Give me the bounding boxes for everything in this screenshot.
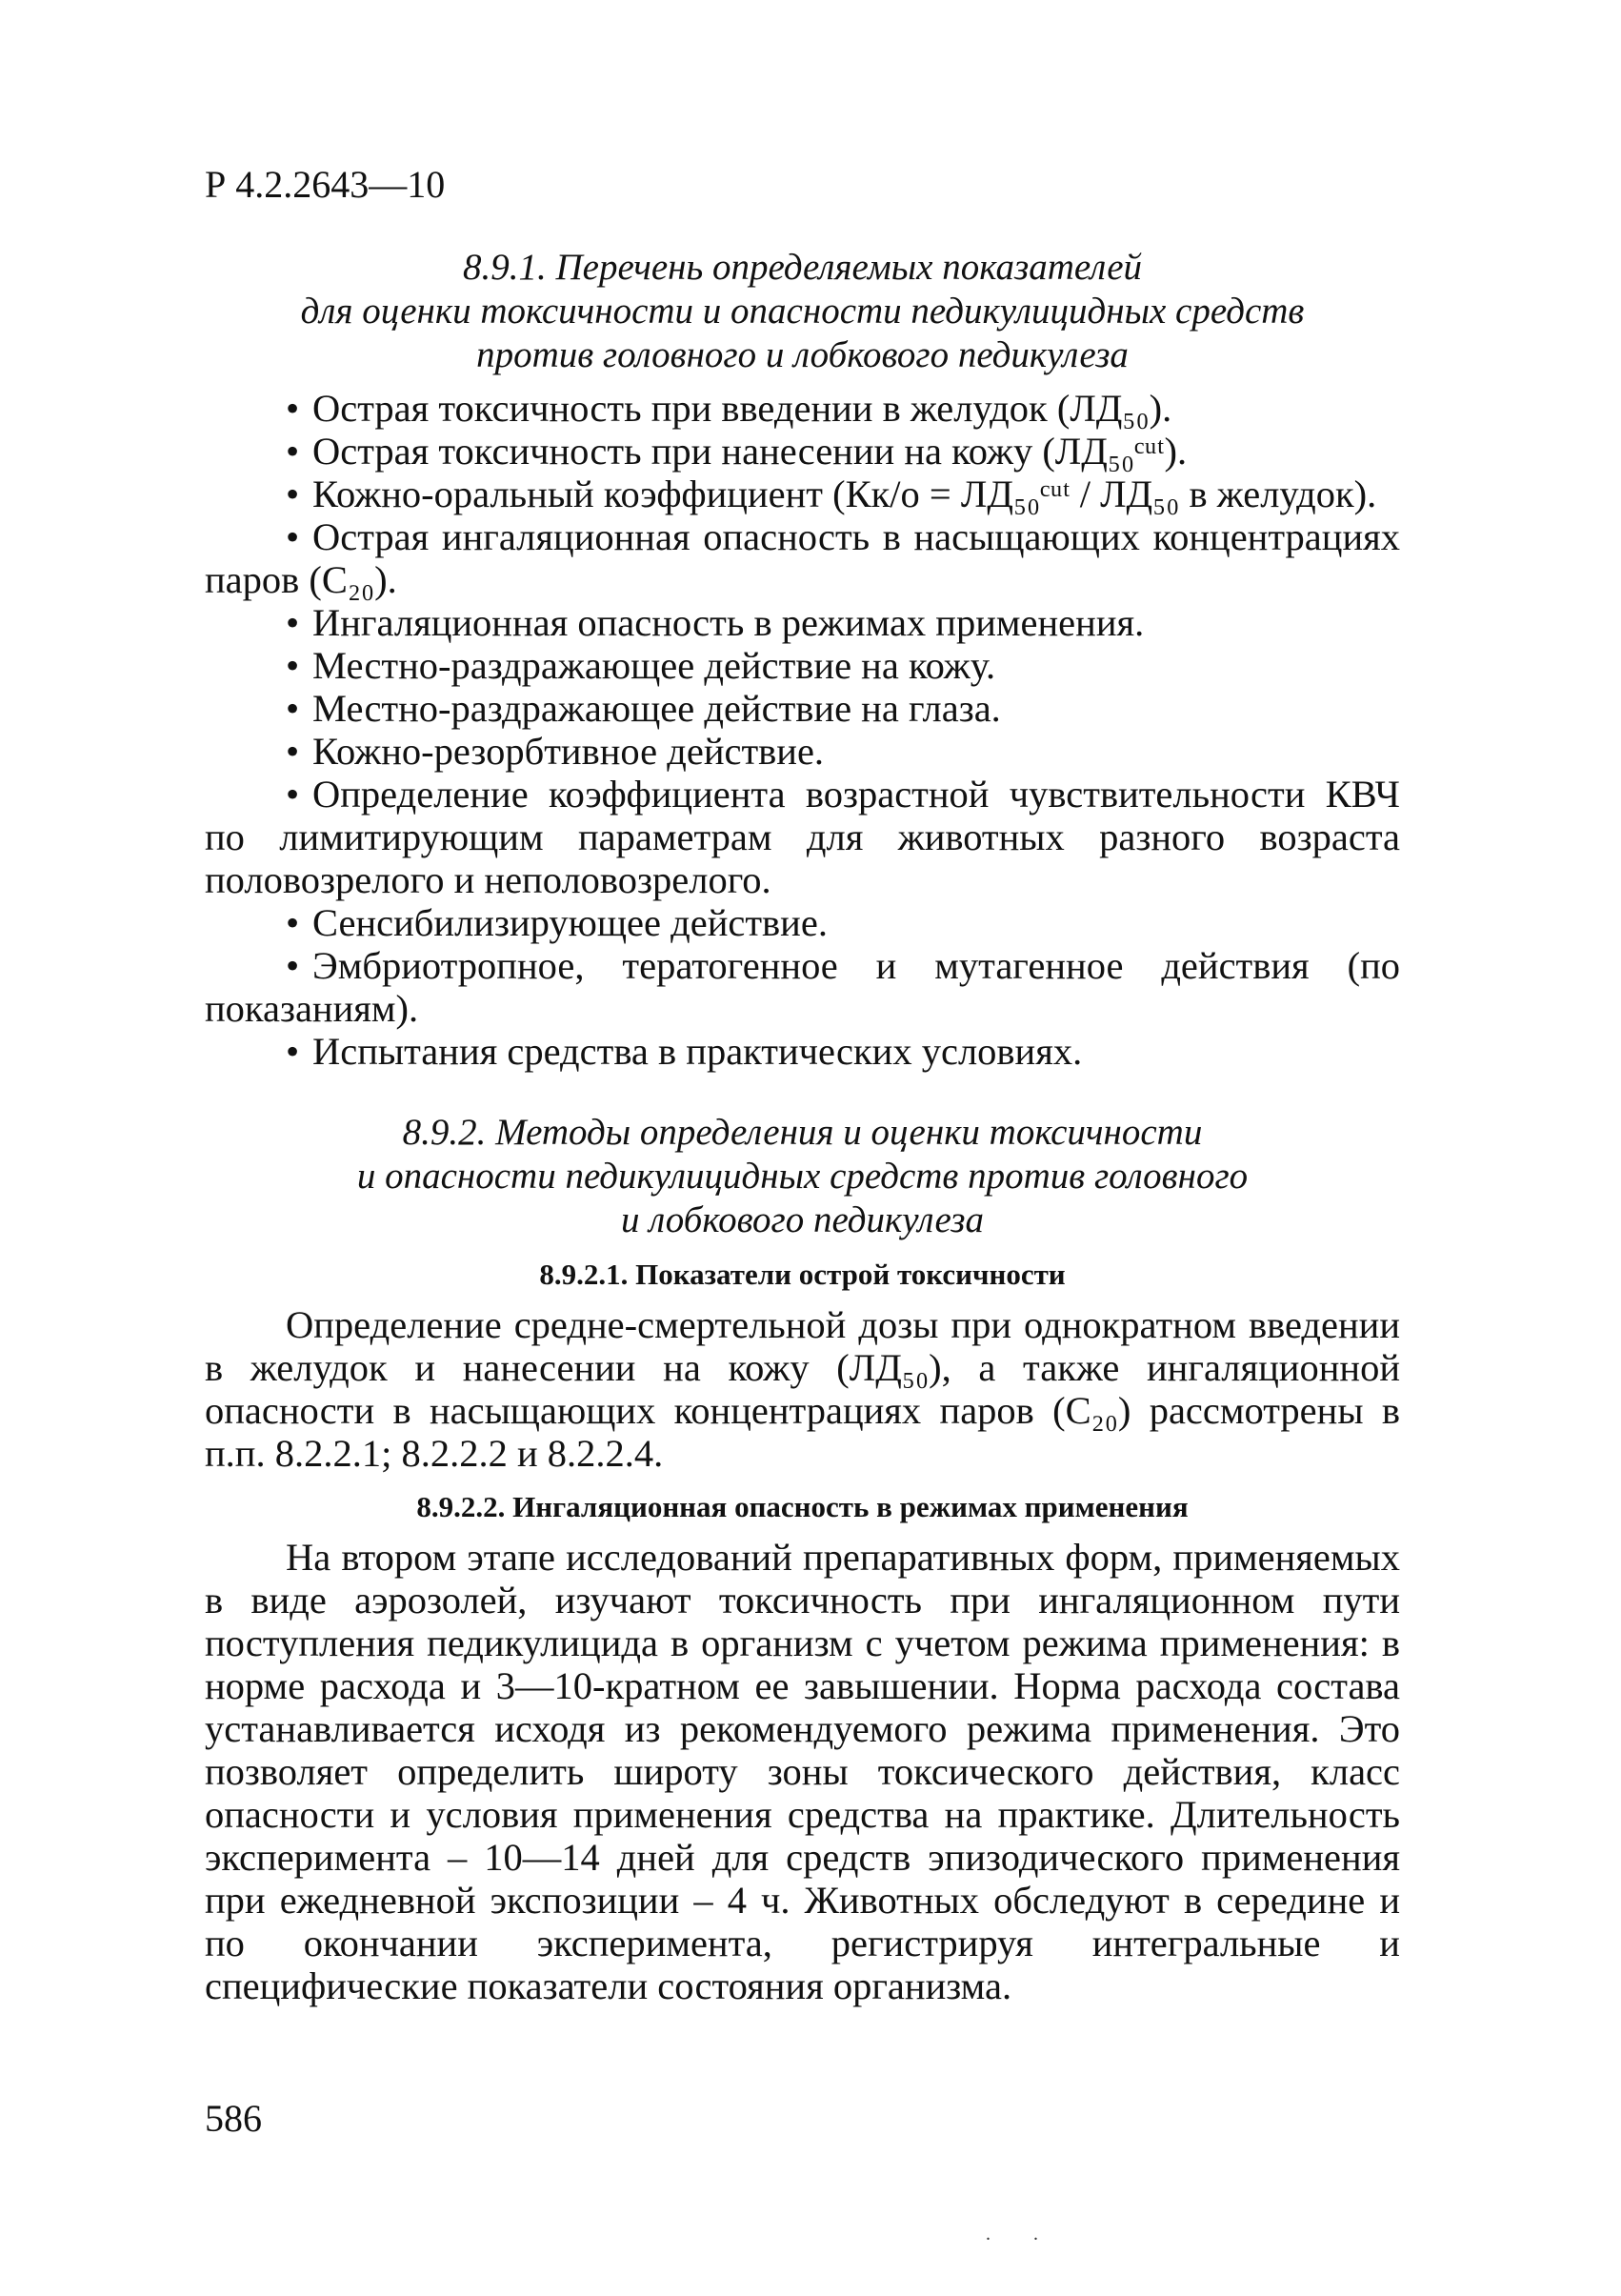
bullet-icon: •: [286, 601, 300, 644]
bullet-icon: •: [286, 773, 300, 816]
bullet-icon: •: [286, 644, 300, 687]
bullet-icon: •: [286, 730, 300, 773]
list-item: • Местно-раздражающее действие на кожу.: [286, 644, 996, 687]
spacer: [205, 1073, 1400, 1111]
list-item: • Сенсибилизирующее действие.: [286, 901, 828, 944]
indicators-list: [205, 387, 1400, 1073]
bullet-icon: •: [286, 687, 300, 730]
list-item: • Острая токсичность при введении в желудок (ЛД₅₀).: [286, 387, 1172, 430]
list-item: • Местно-раздражающее действие на глаза.: [286, 687, 1001, 730]
bullet-icon: •: [286, 944, 300, 987]
section-8-9-1-title: [205, 246, 1400, 377]
title-line: и лобкового педикулеза: [620, 1199, 985, 1240]
section-8-9-2-2-text: На втором этапе исследований препаративных форм, применяемых в виде аэрозолей, изучают токсичность при ингаляционном пути поступления педикулицида в организм с учетом режима применения: в норме расхода и 3—10-кратном ее завышении. Норма расхода состава устанавливается исходя из рекомендуемого режима применения. Это позволяет определить широту зоны токсического действия, класс опасности и условия применения средства на практике. Длительность эксперимента – 10—14 дней для средств эпизодического применения при ежедневной экспозиции – 4 ч. Животных обследуют в середине и по окончании эксперимента, регистрируя интегральные и специфические показатели состояния организма.: [205, 1536, 1400, 2007]
document-code: Р 4.2.2643—10: [205, 163, 446, 206]
bullet-icon: •: [286, 1030, 300, 1073]
list-item: • Эмбриотропное, тератогенное и мутагенное действия (по показаниям).: [205, 944, 1400, 1030]
list-item: • Острая ингаляционная опасность в насыщающих концентрациях паров (С₂₀).: [205, 515, 1400, 601]
list-item: • Кожно-оральный коэффициент (Кк/о = ЛД₅₀ᶜᵘᵗ / ЛД₅₀ в желудок).: [286, 473, 1377, 515]
bullet-icon: •: [286, 430, 300, 473]
section-8-9-2-title: [205, 1111, 1400, 1242]
list-item: • Острая токсичность при нанесении на кожу (ЛД₅₀ᶜᵘᵗ).: [286, 430, 1188, 473]
title-line: и опасности педикулицидных средств против головного: [356, 1156, 1249, 1197]
page-number: 586: [205, 2097, 262, 2140]
section-8-9-2-2-title: 8.9.2.2. Ингаляционная опасность в режимах применения: [416, 1490, 1189, 1523]
bullet-icon: •: [286, 473, 300, 515]
bullet-icon: •: [286, 515, 300, 558]
section-8-9-2-1-title: 8.9.2.1. Показатели острой токсичности: [539, 1258, 1066, 1291]
title-line: для оценки токсичности и опасности педикулицидных средств: [300, 291, 1305, 332]
title-line: 8.9.1. Перечень определяемых показателей: [462, 247, 1143, 288]
scan-marks: . .: [986, 2224, 1057, 2245]
list-item: • Кожно-резорбтивное действие.: [286, 730, 825, 773]
bullet-icon: •: [286, 901, 300, 944]
section-8-9-2-1-text: Определение средне-смертельной дозы при однократном введении в желудок и нанесении на кожу (ЛД₅₀), а также ингаляционной опасности в насыщающих концентрациях паров (С₂₀) рассмотрены в п.п. 8.2.2.1; 8.2.2.2 и 8.2.2.4.: [205, 1303, 1400, 1475]
title-line: 8.9.2. Методы определения и оценки токсичности: [402, 1112, 1203, 1153]
list-item: • Определение коэффициента возрастной чувствительности КВЧ по лимитирующим параметрам для животных разного возраста половозрелого и неполовозрелого.: [205, 773, 1400, 901]
list-item: • Ингаляционная опасность в режимах применения.: [286, 601, 1145, 644]
list-item: • Испытания средства в практических условиях.: [286, 1030, 1083, 1073]
title-line: против головного и лобкового педикулеза: [476, 334, 1129, 375]
bullet-icon: •: [286, 387, 300, 430]
